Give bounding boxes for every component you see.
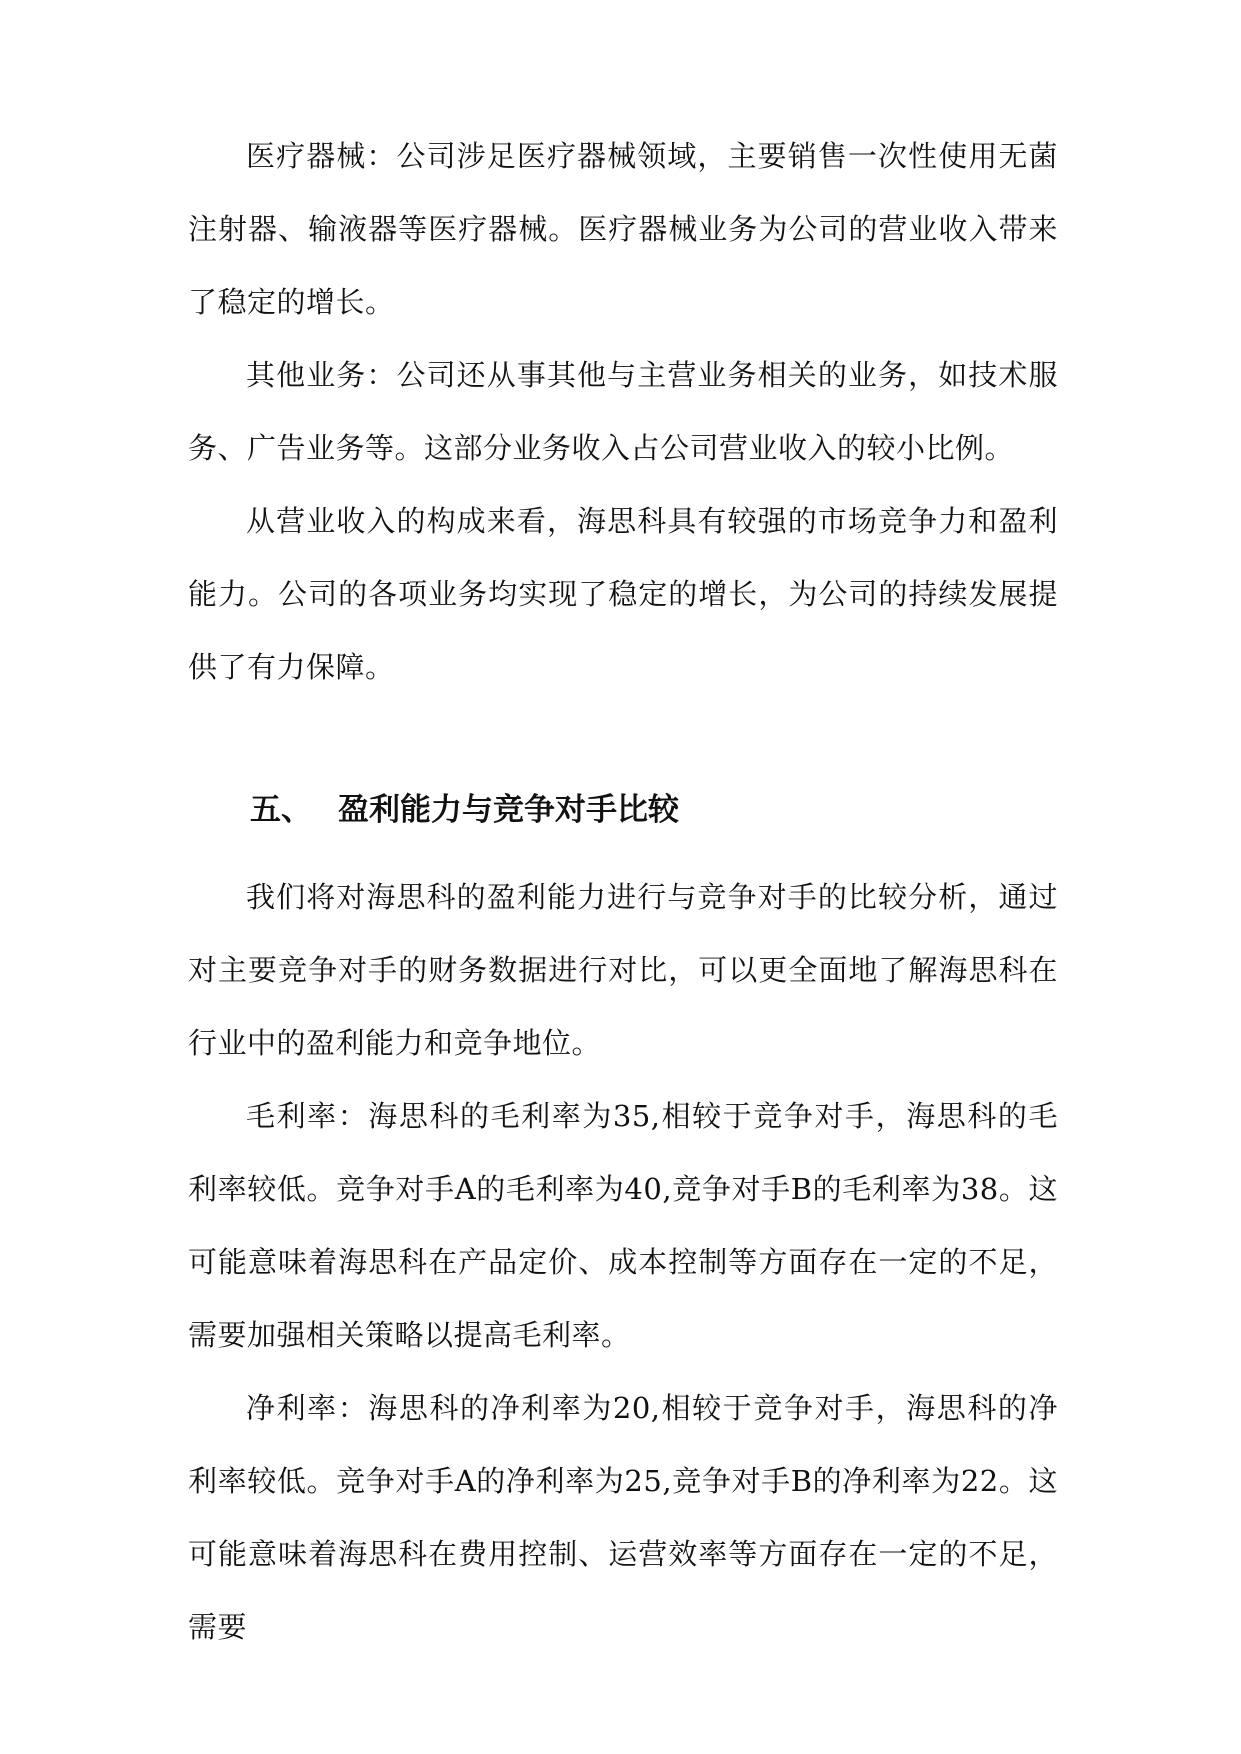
paragraph-gross-margin: 毛利率：海思科的毛利率为35,相较于竞争对手，海思科的毛利率较低。竞争对手A的毛利率为40,竞争对手B的毛利率为38。这可能意味着海思科在产品定价、成本控制等方面存在一定的不足，需要加强相关策略以提高毛利率。 xyxy=(188,1099,1058,1352)
section-title: 盈利能力与竞争对手比较 xyxy=(338,792,679,828)
section-heading xyxy=(250,780,679,840)
paragraph-revenue-composition: 从营业收入的构成来看，海思科具有较强的市场竞争力和盈利能力。公司的各项业务均实现了稳定的增长，为公司的持续发展提供了有力保障。 xyxy=(188,504,1058,684)
paragraph-medical-devices: 医疗器械：公司涉足医疗器械领域，主要销售一次性使用无菌注射器、输液器等医疗器械。医疗器械业务为公司的营业收入带来了稳定的增长。 xyxy=(188,139,1058,319)
paragraph-comparison-intro: 我们将对海思科的盈利能力进行与竞争对手的比较分析，通过对主要竞争对手的财务数据进行对比，可以更全面地了解海思科在行业中的盈利能力和竞争地位。 xyxy=(188,880,1058,1060)
section-number: 五、 xyxy=(250,792,312,828)
paragraph-other-business: 其他业务：公司还从事其他与主营业务相关的业务，如技术服务、广告业务等。这部分业务收入占公司营业收入的较小比例。 xyxy=(188,358,1058,465)
paragraph-net-margin: 净利率：海思科的净利率为20,相较于竞争对手，海思科的净利率较低。竞争对手A的净利率为25,竞争对手B的净利率为22。这可能意味着海思科在费用控制、运营效率等方面存在一定的不足，需要 xyxy=(188,1391,1058,1644)
